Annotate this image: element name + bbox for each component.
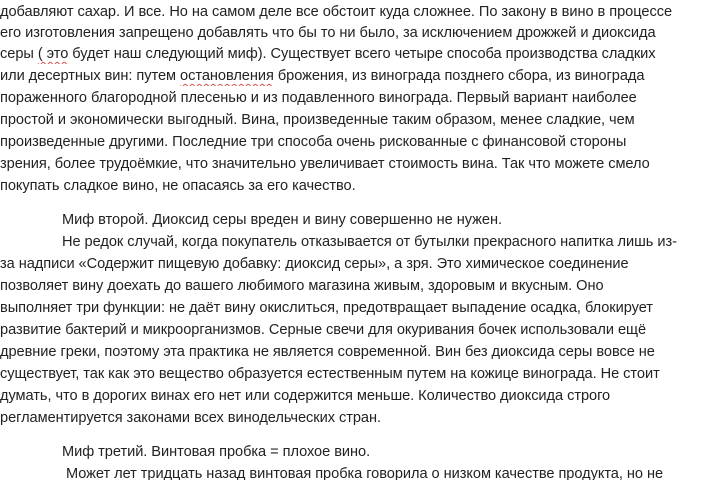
- text-line: развитие бактерий и микроорганизмов. Серные свечи для окуривания бочек использовали ещё: [0, 322, 647, 338]
- text-line: древние греки, поэтому эта практика не является современной. Вин без диоксида серы вовсе не: [0, 344, 655, 360]
- text-line: его изготовления запрещено добавлять что бы то ни было, за исключением дрожжей и диоксида: [0, 25, 656, 41]
- spellcheck-underlined-word: ( это: [37, 46, 69, 62]
- text-line: зрения, более трудоёмкие, что значительно увеличивает стоимость вина. Так что можете смело: [0, 156, 650, 172]
- text-line: пораженного благородной плесенью и из подавленного винограда. Первый вариант наиболее: [0, 90, 637, 106]
- text-line: выполняет три функции: не даёт вину окислиться, предотвращает выпадение осадка, блокирует: [0, 300, 653, 316]
- text-line: Может лет тридцать назад винтовая пробка говорила о низком качестве продукта, но не: [66, 466, 664, 480]
- text-line: [0, 44, 720, 64]
- text-line: добавляют сахар. И все. Но на самом деле все обстоит куда сложнее. По закону в вино в процессе: [0, 4, 673, 20]
- text-run: будет наш следующий миф). Существует всего четыре способа производства сладких: [68, 46, 656, 62]
- text-run: серы: [0, 46, 38, 62]
- spellcheck-underlined-word: остановления: [180, 68, 274, 84]
- text-line: произведенные другими. Последние три способа очень рискованные с финансовой стороны: [0, 134, 627, 150]
- text-run: брожения, из винограда позднего сбора, из винограда: [273, 68, 645, 84]
- text-line: Не редок случай, когда покупатель отказывается от бутылки прекрасного напитка лишь из-: [62, 234, 677, 250]
- text-run: или десертных вин: путем: [0, 68, 181, 84]
- section-heading: Миф третий. Винтовая пробка = плохое вино.: [62, 444, 371, 460]
- text-line: думать, что в дорогих винах его нет или содержится меньше. Количество диоксида строго: [0, 388, 611, 404]
- text-line: за надписи «Содержит пищевую добавку: диоксид серы», а зря. Это химическое соединение: [0, 256, 629, 272]
- text-line: регламентируется законами всех винодельческих стран.: [0, 410, 382, 426]
- text-line: покупать сладкое вино, не опасаясь за его качество.: [0, 178, 356, 194]
- section-heading: Миф второй. Диоксид серы вреден и вину совершенно не нужен.: [62, 212, 502, 228]
- text-line: существует, так как это вещество образуется естественным путем на кожице винограда. Не стоит: [0, 366, 660, 382]
- text-line: [0, 66, 720, 86]
- text-line: простой и экономически выгодный. Вина, произведенные таким образом, менее сладкие, чем: [0, 112, 635, 128]
- text-line: позволяет вину доехать до вашего любимого магазина живым, здоровым и вкусным. Оно: [0, 278, 604, 294]
